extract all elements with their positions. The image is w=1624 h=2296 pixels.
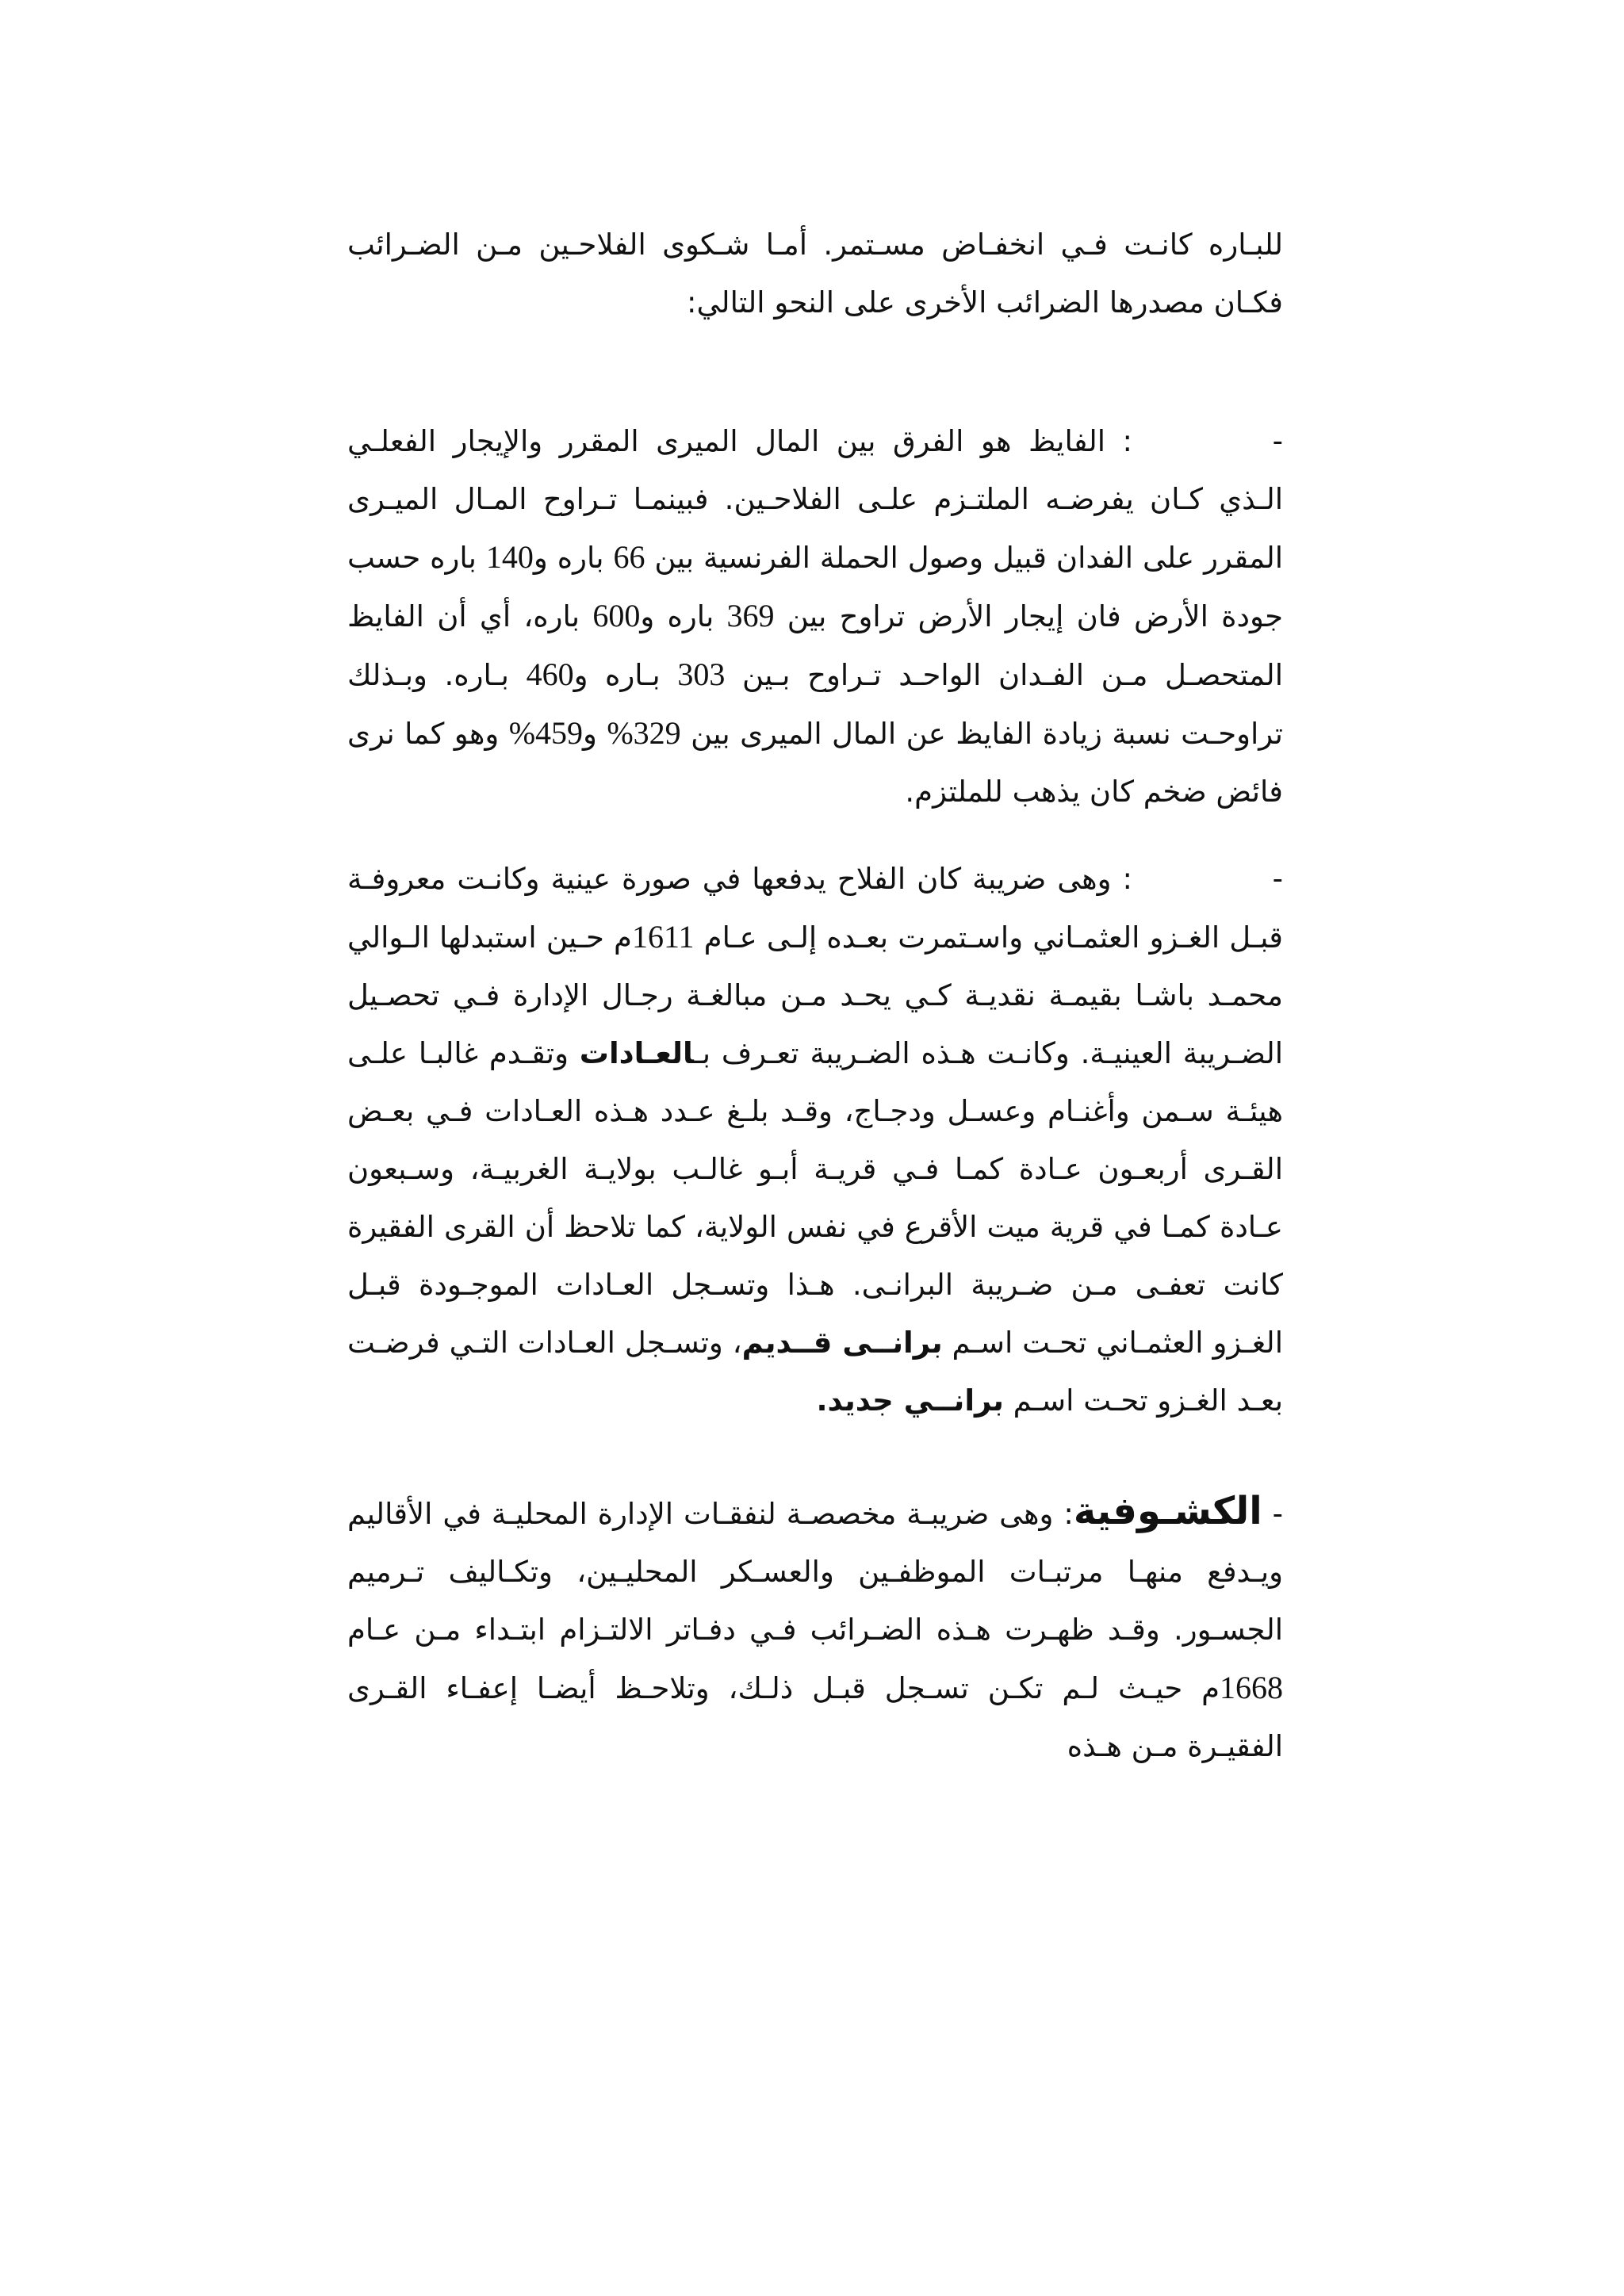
paragraph-kushufiya: - الكشـوفية: وهى ضريبـة مخصصـة لنفقـات الإدارة المحليـة في الأقاليم ويـدفع منهـا مرتبـات الموظفـين والعسـكر المحليـين، وتكـاليف تـرميم الجسـور. وقـد ظهـرت هـذه الضـرائب فـي دفـاتر الالتـزام ابتـداء مـن عـام 1668م حيـث لـم تكـن تسـجل قبـل ذلـك، وتلاحـظ أيضـا إعفـاء القـرى الفقيـرة مـن هـذه [347,1489,1284,1763]
term-al-adat: العـادات [579,1036,694,1070]
paragraph-barani [347,850,1283,1429]
paragraph-intro: للبـاره كانـت فـي انخفـاض مسـتمر. أمـا شـكوى الفلاحـين مـن الضـرائب فكـان مصدرها الضرائب الأخرى على النحو التالي: [347,228,1283,320]
barani-intro-text: : وهى ضريبة كان الفلاح يدفعها في صورة عينية [550,862,1132,896]
barani-body: وكانـت معروفـة قبـل الغـزو العثمـاني واسـتمرت بعـده إلـى عـام 1611م حـين استبدلها الـوالي محمـد باشـا بقيمـة نقديـة كـي يحـد مـن مبالغـة رجـال الإدارة فـي تحصـيل الضـريبة العينيـة. وكانـت هـذه الضـريبة تعـرف بـالعـادات وتقـدم غالبـا علـى هيئـة سـمن وأغنـام وعسـل ودجـاج، وقـد بلـغ عـدد هـذه العـادات فـي بعـض القـرى أربعـون عـادة كمـا فـي قريـة أبـو غالـب بولايـة الغربيـة، وسـبعون عـادة كمـا في قرية ميت الأقرع في نفس الولاية، كما تلاحظ أن القرى الفقيرة كانت تعفـى مـن ضـريبة البرانـى. هـذا وتسـجل العـادات الموجـودة قبـل الغـزو العثمـاني تحـت اسـم برانــى قــديم، وتسـجل العـادات التـي فرضـت بعـد الغـزو تحـت اسـم برانــي جديد. [347,862,1283,1418]
faiz-intro-text: : الفايظ هو الفرق بين المال الميرى المقرر والإيجار [453,424,1132,458]
term-barani-qadim: برانــى قــديم [741,1326,943,1360]
paragraph-faiz [347,412,1283,821]
bullet-dash: - [1272,862,1283,896]
bullet-dash: - [1272,1497,1284,1531]
term-barani-jadid: برانــي جديد. [816,1383,1004,1418]
faiz-body: الفعلـي الـذي كـان يفرضـه الملتـزم علـى الفلاحـين. فبينمـا تـراوح المـال الميـرى المقرر على الفدان قبيل وصول الحملة الفرنسية بين 66 باره و140 باره حسب جودة الأرض فان إيجار الأرض تراوح بين 369 باره و600 باره، أي أن الفايظ المتحصـل مـن الفـدان الواحـد تـراوح بـين 303 بـاره و460 بـاره. وبـذلك تراوحـت نسبة زيادة الفايظ عن المال الميرى بين 329% و459% وهو كما نرى فائض ضخم كان يذهب للملتزم. [347,424,1284,809]
term-kushufiya: الكشـوفية [1073,1489,1262,1533]
bullet-dash: - [1272,424,1283,458]
